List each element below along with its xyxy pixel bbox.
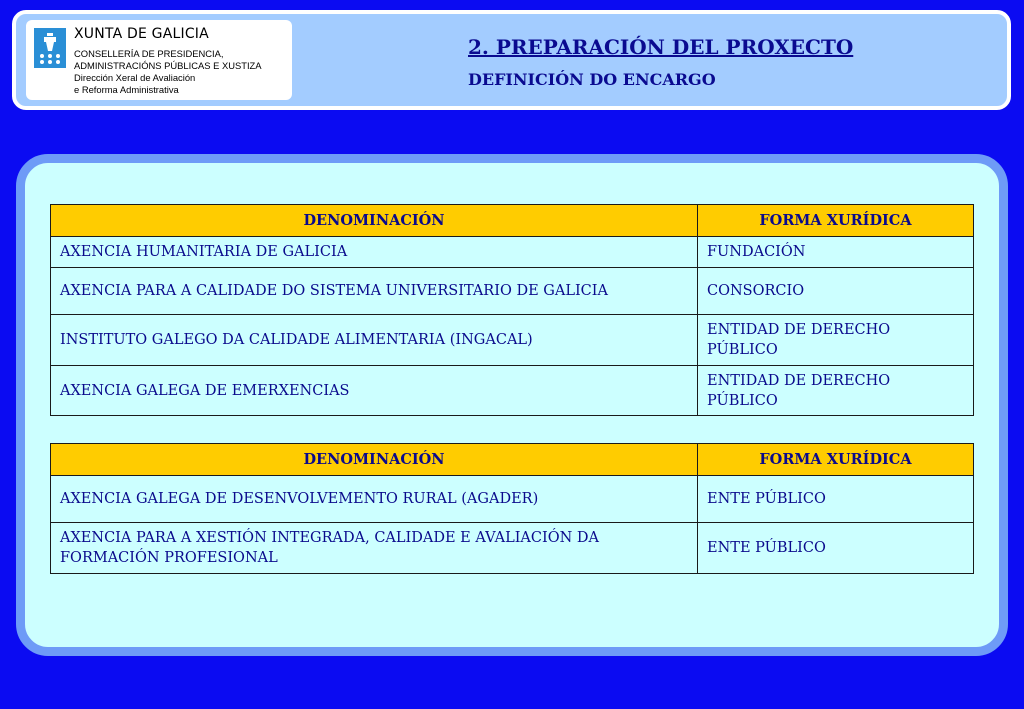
column-header-forma-xuridica: FORMA XURÍDICA — [698, 205, 974, 237]
page-subtitle: DEFINICIÓN DO ENCARGO — [468, 70, 716, 89]
entities-table-1 — [50, 204, 974, 416]
header-banner — [12, 10, 1011, 110]
galicia-shield-icon — [34, 28, 66, 68]
column-header-denominacion: DENOMINACIÓN — [51, 205, 698, 237]
table-row — [51, 237, 974, 268]
column-header-forma-xuridica: FORMA XURÍDICA — [698, 444, 974, 476]
column-header-denominacion: DENOMINACIÓN — [51, 444, 698, 476]
table-row — [51, 366, 974, 416]
logo-title: XUNTA DE GALICIA — [74, 26, 209, 42]
cell-denominacion: AXENCIA PARA A XESTIÓN INTEGRADA, CALIDADE E AVALIACIÓN DA FORMACIÓN PROFESIONAL — [51, 523, 698, 574]
logo-line-2: ADMINISTRACIÓNS PÚBLICAS E XUSTIZA — [74, 60, 262, 71]
table-row — [51, 268, 974, 315]
cell-denominacion: AXENCIA PARA A CALIDADE DO SISTEMA UNIVERSITARIO DE GALICIA — [51, 268, 698, 315]
table-row — [51, 315, 974, 366]
table-header-row — [51, 205, 974, 237]
cell-forma-xuridica: ENTE PÚBLICO — [698, 476, 974, 523]
logo-line-1: CONSELLERÍA DE PRESIDENCIA, — [74, 48, 224, 59]
table-header-row — [51, 444, 974, 476]
cell-forma-xuridica: ENTIDAD DE DERECHO PÚBLICO — [698, 315, 974, 366]
logo-line-3: Dirección Xeral de Avaliación — [74, 72, 196, 83]
cell-forma-xuridica: FUNDACIÓN — [698, 237, 974, 268]
cell-forma-xuridica: ENTIDAD DE DERECHO PÚBLICO — [698, 366, 974, 416]
entities-table-2 — [50, 443, 974, 574]
cell-denominacion: INSTITUTO GALEGO DA CALIDADE ALIMENTARIA (INGACAL) — [51, 315, 698, 366]
xunta-logo — [26, 20, 292, 100]
logo-line-4: e Reforma Administrativa — [74, 84, 179, 95]
cell-denominacion: AXENCIA GALEGA DE DESENVOLVEMENTO RURAL (AGADER) — [51, 476, 698, 523]
table-row — [51, 476, 974, 523]
cell-denominacion: AXENCIA GALEGA DE EMERXENCIAS — [51, 366, 698, 416]
table-row — [51, 523, 974, 574]
page-title: 2. PREPARACIÓN DEL PROXECTO — [468, 35, 854, 59]
cell-denominacion: AXENCIA HUMANITARIA DE GALICIA — [51, 237, 698, 268]
cell-forma-xuridica: ENTE PÚBLICO — [698, 523, 974, 574]
cell-forma-xuridica: CONSORCIO — [698, 268, 974, 315]
